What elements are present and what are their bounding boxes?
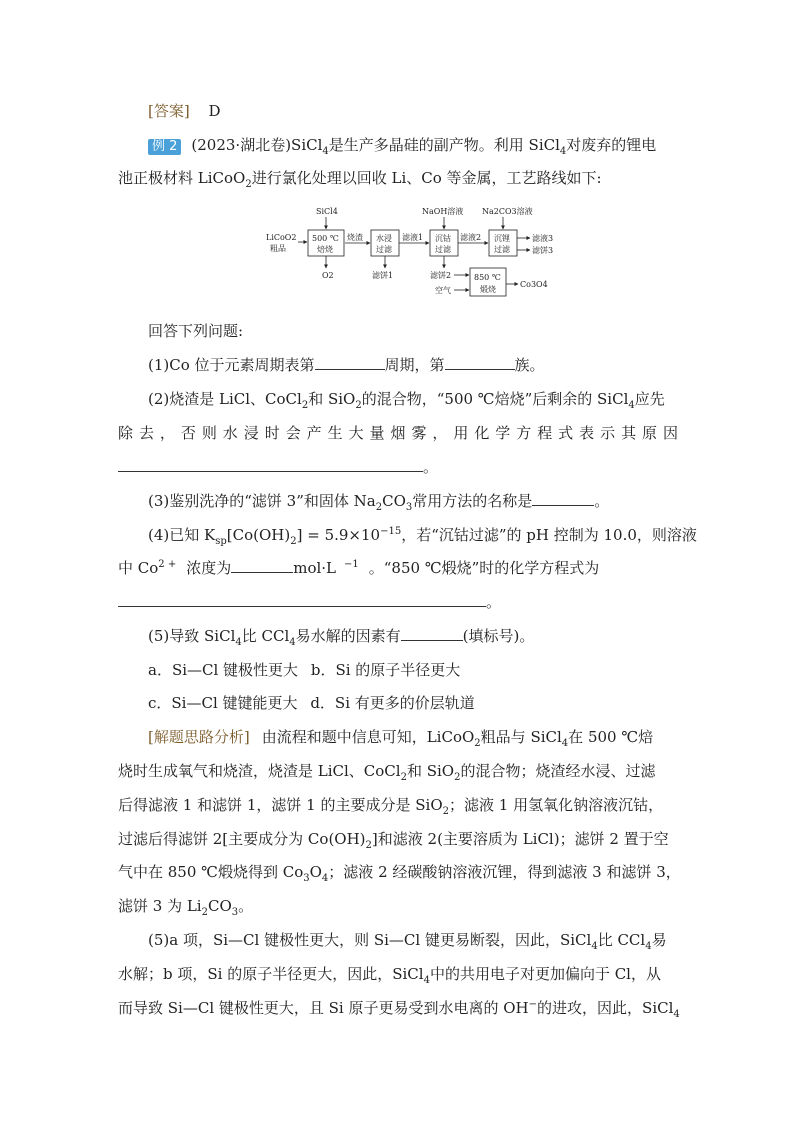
diagram-crude: 粗品 xyxy=(270,244,286,253)
process-flow-diagram xyxy=(262,202,562,302)
diagram-sicl4: SiCl4 xyxy=(316,207,338,216)
question-1: (1)Co 位于元素周期表第 周期，第 族。 xyxy=(148,356,545,374)
diagram-cake3: 滤饼3 xyxy=(532,246,554,255)
svg-text:过滤: 过滤 xyxy=(494,245,510,254)
svg-text:500 ℃: 500 ℃ xyxy=(312,234,339,243)
diagram-na2co3: Na2CO3溶液 xyxy=(482,207,533,216)
diagram-co3o4: Co3O4 xyxy=(520,280,548,289)
analysis-line-3: 后得滤液 1 和滤饼 1，滤饼 1 的主要成分是 SiO$_2$；滤液 1 用氢氧化钠溶液沉钴， xyxy=(118,796,664,817)
diagram-filtrate3: 滤液3 xyxy=(532,234,554,243)
svg-text:煅烧: 煅烧 xyxy=(480,285,496,294)
analysis-p2-line-3: 而导致 Si—Cl 键极性更大，且 Si 原子更易受到水电离的 OH−的进攻，因此，SiCl$_4$ xyxy=(118,999,680,1020)
question-2-line-1: (2)烧渣是 LiCl、CoCl$_2$和 SiO$_2$的混合物，“500 ℃焙烧”后剩余的 SiCl$_4$应先 xyxy=(148,390,665,411)
analysis-line-1: [解题思路分析] 由流程和题中信息可知，LiCoO$_2$粗品与 SiCl$_4$在 500 ℃焙 xyxy=(148,728,654,749)
analysis-line-5: 气中在 850 ℃煅烧得到 $Co_3O_4$；滤液 2 经碳酸钠溶液沉锂，得到滤液 3 和滤饼 3， xyxy=(118,863,681,884)
q4-blank-equation xyxy=(118,592,486,607)
option-b: b．Si 的原子半径更大 xyxy=(310,661,461,679)
answer-label: [答案] xyxy=(148,102,190,120)
svg-text:过滤: 过滤 xyxy=(376,245,392,254)
question-4-line-2: 中 $Co^{2 +}$ 浓度为 mol·L $^{-1}$ 。“850 ℃煅烧”时的化学方程式为 xyxy=(118,559,600,577)
question-4-line-1: (4)已知 $K_{sp}[Co(OH)_2] = 5.9\times 10^{-15}$，若“沉钴过滤”的 pH 控制为 10.0，则溶液 xyxy=(148,526,697,547)
answer-value: D xyxy=(208,102,221,120)
question-2-line-2: 除去，否则水浸时会产生大量烟雾，用化学方程式表示其原因 xyxy=(118,424,678,442)
example-badge: 例 2 xyxy=(148,139,181,155)
diagram-filtrate2: 滤液2 xyxy=(460,233,482,242)
diagram-naoh: NaOH溶液 xyxy=(422,207,464,216)
option-c: c．Si—Cl 键键能更大 xyxy=(148,694,298,712)
option-a: a．Si—Cl 键极性更大 xyxy=(148,661,299,679)
q1-blank-period xyxy=(315,355,385,370)
diagram-cake1: 滤饼1 xyxy=(372,271,394,280)
analysis-line-6: 滤饼 3 为 $Li_2CO_3$。 xyxy=(118,897,254,918)
svg-text:沉锂: 沉锂 xyxy=(494,234,510,243)
analysis-p2-line-2: 水解；b 项，Si 的原子半径更大，因此，SiCl$_4$中的共用电子对更加偏向于 Cl，从 xyxy=(118,965,661,986)
diagram-licoo2: LiCoO2 xyxy=(266,233,297,242)
example-line-2: 池正极材料 LiCoO$_2$进行氯化处理以回收 Li、Co 等金属，工艺路线如下: xyxy=(118,169,602,190)
svg-text:850 ℃: 850 ℃ xyxy=(474,273,501,282)
q5-blank xyxy=(401,626,463,641)
q5-options-ab xyxy=(148,660,678,680)
svg-text:过滤: 过滤 xyxy=(435,245,451,254)
q4-blank-concentration xyxy=(231,558,293,573)
diagram-filtrate1: 滤液1 xyxy=(402,233,424,242)
q3-blank xyxy=(532,491,594,506)
svg-text:沉钴: 沉钴 xyxy=(435,234,451,243)
svg-text:焙烧: 焙烧 xyxy=(317,245,333,254)
example-line-1: 例 2 (2023·湖北卷)SiCl$_4$是生产多晶硅的副产物。利用 SiCl$_4$对废弃的锂电 xyxy=(148,135,678,158)
question-5: (5)导致 SiCl$_4$比 CCl$_4$易水解的因素有 (填标号)。 xyxy=(148,627,535,648)
analysis-line-4: 过滤后得滤饼 2[主要成分为 $Co(OH)_2$]和滤液 2(主要溶质为 LiCl)；滤饼 2 置于空 xyxy=(118,830,669,851)
question-4-line-3: 。 xyxy=(118,592,678,612)
svg-text:水浸: 水浸 xyxy=(376,234,392,243)
question-2-line-3: 。 xyxy=(118,457,678,477)
q1-blank-group xyxy=(445,355,515,370)
answer-line xyxy=(148,101,678,121)
question-3: (3)鉴别洗净的“滤饼 3”和固体 $Na_2CO_3$常用方法的名称是 。 xyxy=(148,492,610,513)
analysis-p2-line-1: (5)a 项，Si—Cl 键极性更大，则 Si—Cl 键更易断裂，因此，SiCl$_4$比 CCl$_4$易 xyxy=(148,931,667,952)
diagram-slag: 烧渣 xyxy=(347,233,363,242)
diagram-air: 空气 xyxy=(435,286,451,295)
q5-options-cd xyxy=(148,693,678,713)
diagram-cake2: 滤饼2 xyxy=(430,271,452,280)
diagram-o2: O2 xyxy=(322,271,334,280)
analysis-line-2: 烧时生成氧气和烧渣，烧渣是 LiCl、CoCl$_2$和 SiO$_2$的混合物；烧渣经水浸、过滤 xyxy=(118,762,656,783)
questions-intro: 回答下列问题: xyxy=(148,322,244,340)
option-d: d．Si 有更多的价层轨道 xyxy=(310,694,475,712)
analysis-label: [解题思路分析] xyxy=(148,728,250,746)
q2-blank-equation xyxy=(118,457,423,472)
